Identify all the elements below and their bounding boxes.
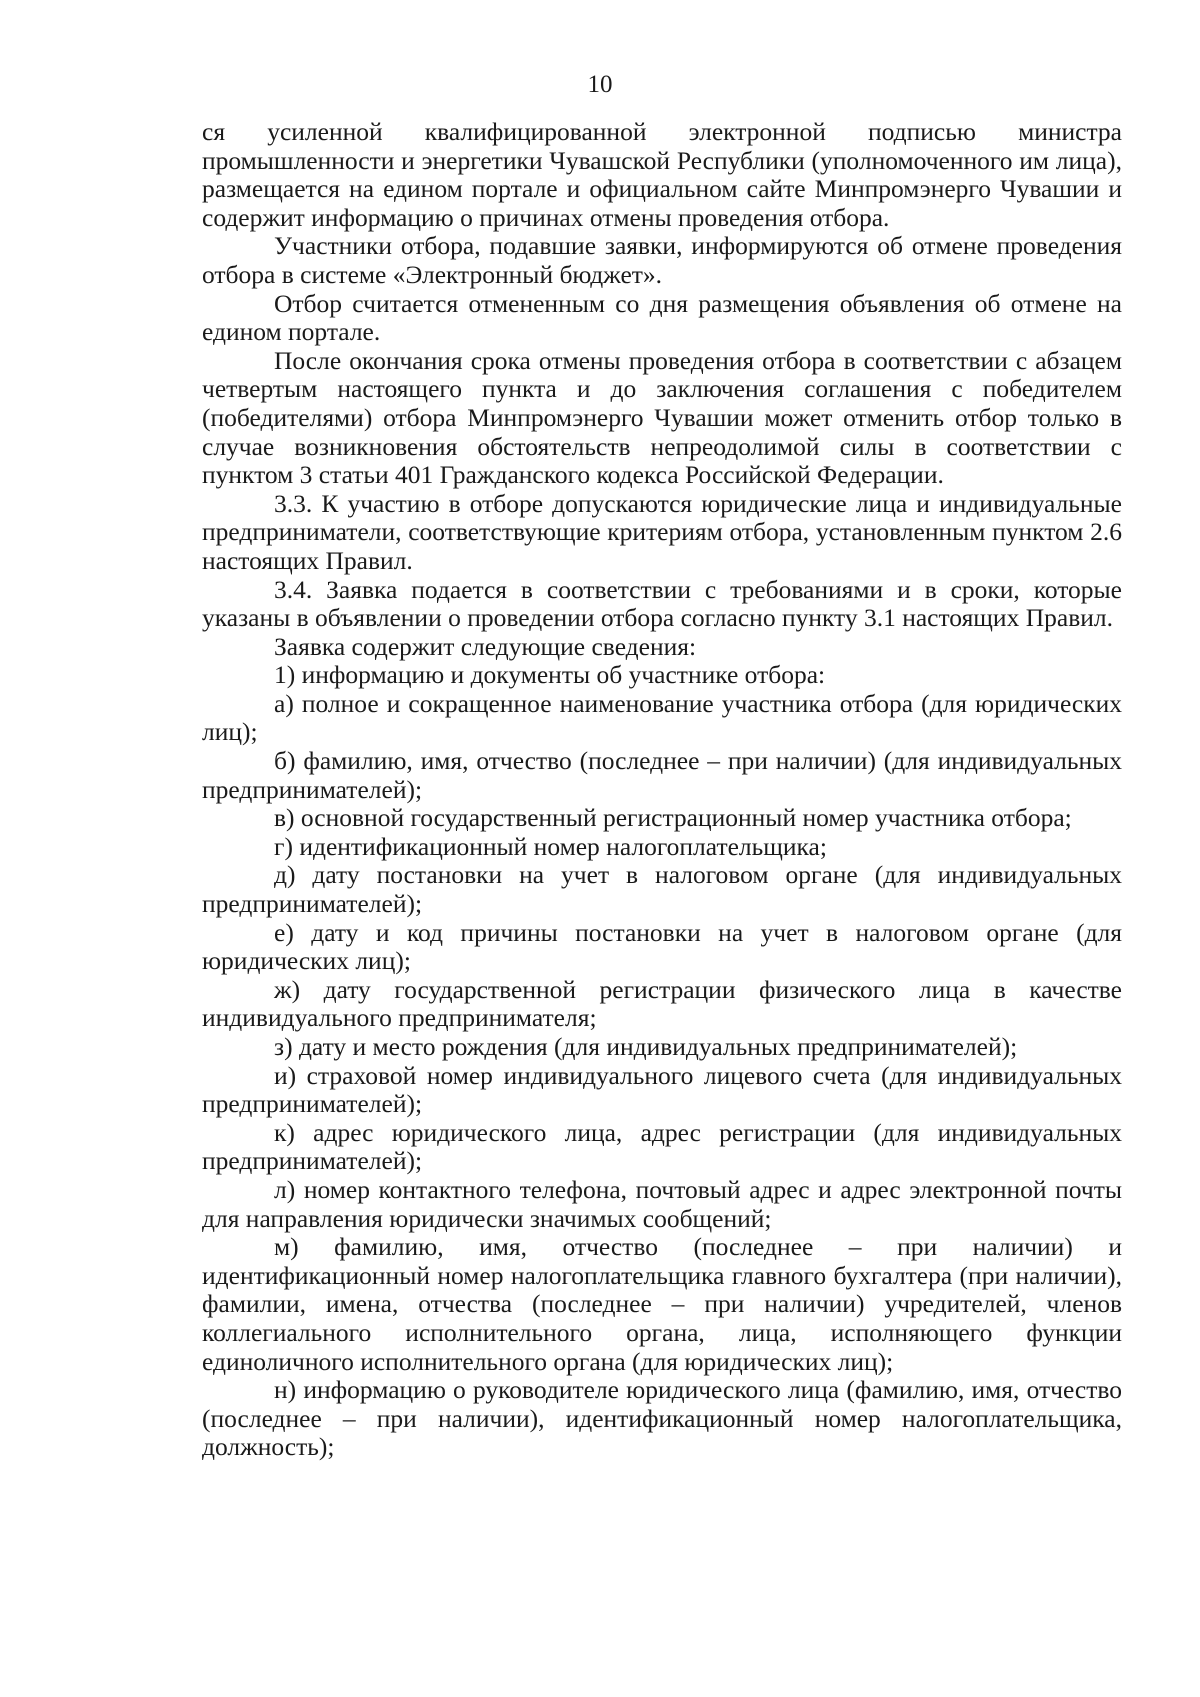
document-body [202, 118, 1122, 1462]
list-item: б) фамилию, имя, отчество (последнее – при наличии) (для индивидуальных предпринимателей); [202, 746, 1122, 804]
list-item: л) номер контактного телефона, почтовый адрес и адрес электронной почты для направления юридически значимых сообщений; [202, 1174, 1122, 1233]
list-item: з) дату и место рождения (для индивидуальных предпринимателей); [274, 1032, 1018, 1061]
list-item: д) дату постановки на учет в налоговом органе (для индивидуальных предпринимателей); [202, 860, 1122, 919]
list-item: а) полное и сокращенное наименование участника отбора (для юридических лиц); [202, 688, 1122, 747]
list-item: к) адрес юридического лица, адрес регистрации (для индивидуальных предпринимателей); [202, 1117, 1122, 1176]
page-number: 10 [587, 71, 613, 98]
list-item: м) фамилию, имя, отчество (последнее – при наличии) и идентификационный номер налогоплательщика главного бухгалтера (при наличии), фамилии, имена, отчества (последнее – при наличии) учредителей, членов коллегиального исполнительного органа, лица, исполняющего функции единоличного исполнительного органа (для юридических лиц); [202, 1232, 1122, 1376]
list-item: г) идентификационный номер налогоплательщика; [274, 831, 827, 861]
paragraph: Участники отбора, подавшие заявки, информируются об отмене проведения отбора в системе «Электронный бюджет». [202, 231, 1122, 289]
list-item: н) информацию о руководителе юридического лица (фамилию, имя, отчество (последнее – при наличии), идентификационный номер налогоплательщика, должность); [202, 1375, 1122, 1462]
paragraph: После окончания срока отмены проведения отбора в соответствии с абзацем четвертым настоящего пункта и до заключения соглашения с победителем (победителями) отбора Минпромэнерго Чувашии может отменить отбор только в случае возникновения обстоятельств непреодолимой силы в соответствии с пунктом 3 статьи 401 Гражданского кодекса Российской Федерации. [202, 345, 1122, 490]
list-item: е) дату и код причины постановки на учет в налоговом органе (для юридических лиц); [202, 917, 1122, 976]
list-item: 1) информацию и документы об участнике отбора: [274, 660, 826, 690]
paragraph-clause-3-4: 3.4. Заявка подается в соответствии с требованиями и в сроки, которые указаны в объявлении о проведении отбора согласно пункту 3.1 настоящих Правил. [202, 574, 1122, 633]
paragraph-continuation: ся усиленной квалифицированной электронной подписью министра промышленности и энергетики Чувашской Республики (уполномоченного им лица), размещается на едином портале и официальном сайте Минпромэнерго Чувашии и содержит информацию о причинах отмены проведения отбора. [202, 117, 1122, 232]
list-item: в) основной государственный регистрационный номер участника отбора; [274, 803, 1072, 833]
paragraph-clause-3-3: 3.3. К участию в отборе допускаются юридические лица и индивидуальные предприниматели, соответствующие критериям отбора, установленным пунктом 2.6 настоящих Правил. [202, 488, 1122, 575]
paragraph: Отбор считается отмененным со дня размещения объявления об отмене на едином портале. [202, 288, 1122, 347]
list-item: и) страховой номер индивидуального лицевого счета (для индивидуальных предпринимателей); [202, 1060, 1122, 1119]
list-item: ж) дату государственной регистрации физического лица в качестве индивидуального предпринимателя; [202, 974, 1122, 1033]
paragraph: Заявка содержит следующие сведения: [274, 631, 697, 661]
